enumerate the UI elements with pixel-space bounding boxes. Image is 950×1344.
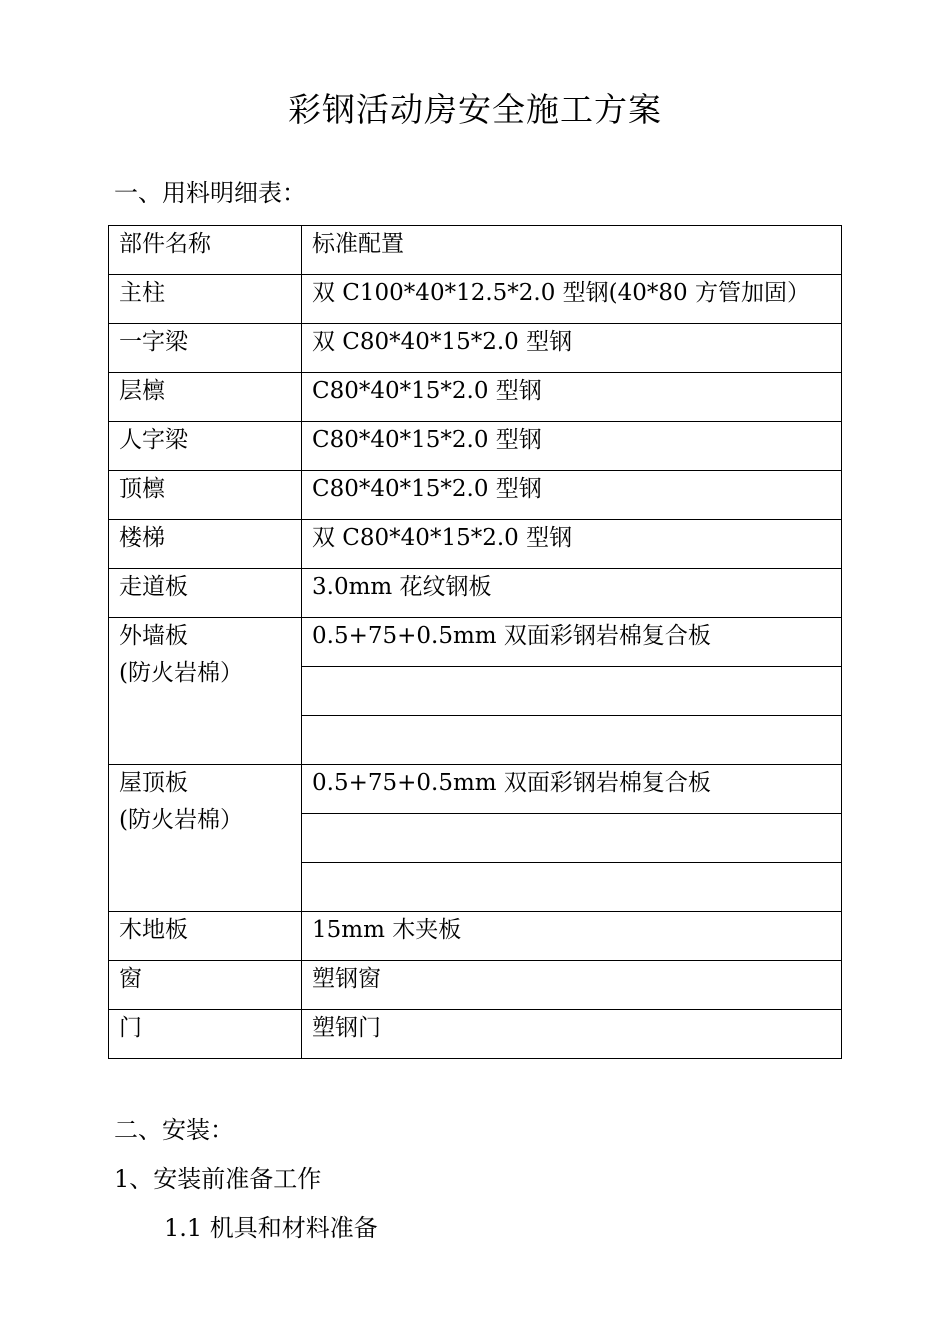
- subitem-heading-tools-materials: 1.1 机具和材料准备: [164, 1214, 378, 1242]
- empty-spec-cell: [302, 863, 842, 912]
- table-row: [109, 422, 842, 471]
- empty-spec-cell: [302, 716, 842, 765]
- part-spec-cell: 双 C80*40*15*2.0 型钢: [302, 324, 842, 373]
- document-title: 彩钢活动房安全施工方案: [288, 90, 662, 129]
- table-row: [109, 275, 842, 324]
- header-part-name: 部件名称: [109, 226, 302, 275]
- part-spec-cell: 0.5+75+0.5mm 双面彩钢岩棉复合板: [302, 765, 842, 814]
- part-spec-cell: C80*40*15*2.0 型钢: [302, 471, 842, 520]
- part-spec-cell: C80*40*15*2.0 型钢: [302, 422, 842, 471]
- part-spec-cell: 0.5+75+0.5mm 双面彩钢岩棉复合板: [302, 618, 842, 667]
- part-name-cell: 门: [109, 1010, 302, 1059]
- table-row: [109, 961, 842, 1010]
- part-name-cell: 一字梁: [109, 324, 302, 373]
- empty-spec-cell: [302, 814, 842, 863]
- table-row: [109, 373, 842, 422]
- part-spec-cell: 双 C80*40*15*2.0 型钢: [302, 520, 842, 569]
- part-name-cell: 顶檩: [109, 471, 302, 520]
- part-name-note: (防火岩棉）: [119, 660, 243, 686]
- table-row-wall-panel: [109, 618, 842, 667]
- table-row: [109, 520, 842, 569]
- table-header-row: [109, 226, 842, 275]
- table-row-roof-panel: [109, 765, 842, 814]
- part-name-cell: 人字梁: [109, 422, 302, 471]
- part-name-line: 屋顶板: [119, 770, 188, 796]
- part-spec-cell: 塑钢窗: [302, 961, 842, 1010]
- part-name-line: 外墙板: [119, 623, 188, 649]
- empty-spec-cell: [302, 667, 842, 716]
- part-name-cell: 窗: [109, 961, 302, 1010]
- part-spec-cell: 3.0mm 花纹钢板: [302, 569, 842, 618]
- part-name-cell: 木地板: [109, 912, 302, 961]
- part-name-cell: 主柱: [109, 275, 302, 324]
- section-heading-installation: 二、安装：: [114, 1116, 234, 1144]
- section-heading-materials: 一、用料明细表：: [114, 179, 306, 207]
- part-spec-cell: 15mm 木夹板: [302, 912, 842, 961]
- part-spec-cell: C80*40*15*2.0 型钢: [302, 373, 842, 422]
- part-spec-cell: 塑钢门: [302, 1010, 842, 1059]
- table-row: [109, 324, 842, 373]
- table-row: [109, 471, 842, 520]
- part-name-cell: 走道板: [109, 569, 302, 618]
- materials-table: [108, 225, 842, 1059]
- part-spec-cell: 双 C100*40*12.5*2.0 型钢(40*80 方管加固）: [302, 275, 842, 324]
- header-standard-config: 标准配置: [302, 226, 842, 275]
- table-row: [109, 569, 842, 618]
- part-name-cell: 层檩: [109, 373, 302, 422]
- part-name-cell: 楼梯: [109, 520, 302, 569]
- part-name-cell-wall: [109, 618, 302, 765]
- item-heading-preparation: 1、安装前准备工作: [114, 1165, 322, 1193]
- table-row: [109, 912, 842, 961]
- part-name-cell-roof: [109, 765, 302, 912]
- table-row: [109, 1010, 842, 1059]
- part-name-note: (防火岩棉）: [119, 807, 243, 833]
